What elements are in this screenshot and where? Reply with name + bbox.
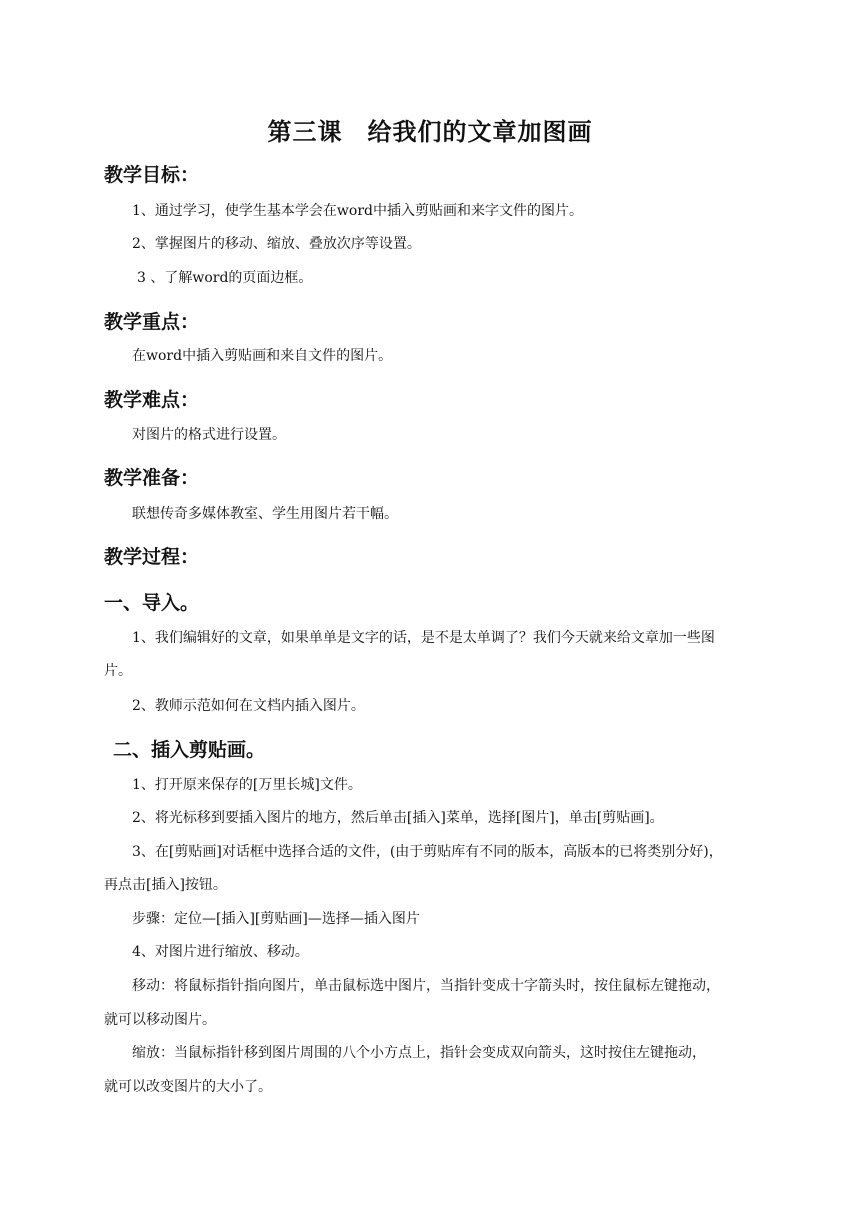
heading-focus: 教学重点：	[104, 311, 200, 333]
clipart-move-line-1: 移动：将鼠标指针指向图片，单击鼠标选中图片，当指针变成十字箭头时，按住鼠标左键拖动，	[132, 978, 720, 994]
page-title: 第三课 给我们的文章加图画	[267, 118, 593, 146]
clipart-scale-line-1: 缩放：当鼠标指针移到图片周围的八个小方点上，指针会变成双向箭头，这时按住左键拖动，	[132, 1045, 706, 1061]
goal-item-2: 2、掌握图片的移动、缩放、叠放次序等设置。	[132, 236, 421, 252]
clipart-item-2: 2、将光标移到要插入图片的地方，然后单击[插入]菜单，选择[图片]，单击[剪贴画]。	[132, 810, 664, 826]
goal-item-1: 1、通过学习，使学生基本学会在word中插入剪贴画和来字文件的图片。	[132, 203, 583, 219]
intro-item-2: 2、教师示范如何在文档内插入图片。	[132, 698, 365, 714]
clipart-steps: 步骤：定位—[插入][剪贴画]—选择—插入图片	[132, 911, 420, 927]
intro-item-1-line-2: 片。	[104, 663, 132, 679]
difficulty-text: 对图片的格式进行设置。	[132, 427, 286, 443]
clipart-item-1: 1、打开原来保存的[万里长城]文件。	[132, 777, 362, 793]
focus-text: 在word中插入剪贴画和来自文件的图片。	[132, 348, 393, 364]
heading-goals: 教学目标：	[104, 164, 200, 186]
clipart-move-line-2: 就可以移动图片。	[104, 1012, 216, 1028]
prep-text: 联想传奇多媒体教室、学生用图片若干幅。	[132, 506, 398, 522]
goal-item-3: 3 、了解word的页面边框。	[137, 270, 313, 286]
clipart-item-4: 4、对图片进行缩放、移动。	[132, 944, 309, 960]
clipart-item-3-line-2: 再点击[插入]按钮。	[104, 877, 227, 893]
clipart-item-3-line-1: 3、在[剪贴画]对话框中选择合适的文件，(由于剪贴库有不同的版本，高版本的已将类别分好)，	[132, 844, 723, 860]
heading-clipart: 二、插入剪贴画。	[113, 739, 266, 761]
heading-intro: 一、导入。	[104, 592, 200, 614]
heading-process: 教学过程：	[104, 546, 200, 568]
heading-prep: 教学准备：	[104, 467, 200, 489]
intro-item-1-line-1: 1、我们编辑好的文章，如果单单是文字的话，是不是太单调了？我们今天就来给文章加一些图	[132, 630, 715, 646]
clipart-scale-line-2: 就可以改变图片的大小了。	[104, 1079, 272, 1095]
heading-difficulty: 教学难点：	[104, 389, 200, 411]
